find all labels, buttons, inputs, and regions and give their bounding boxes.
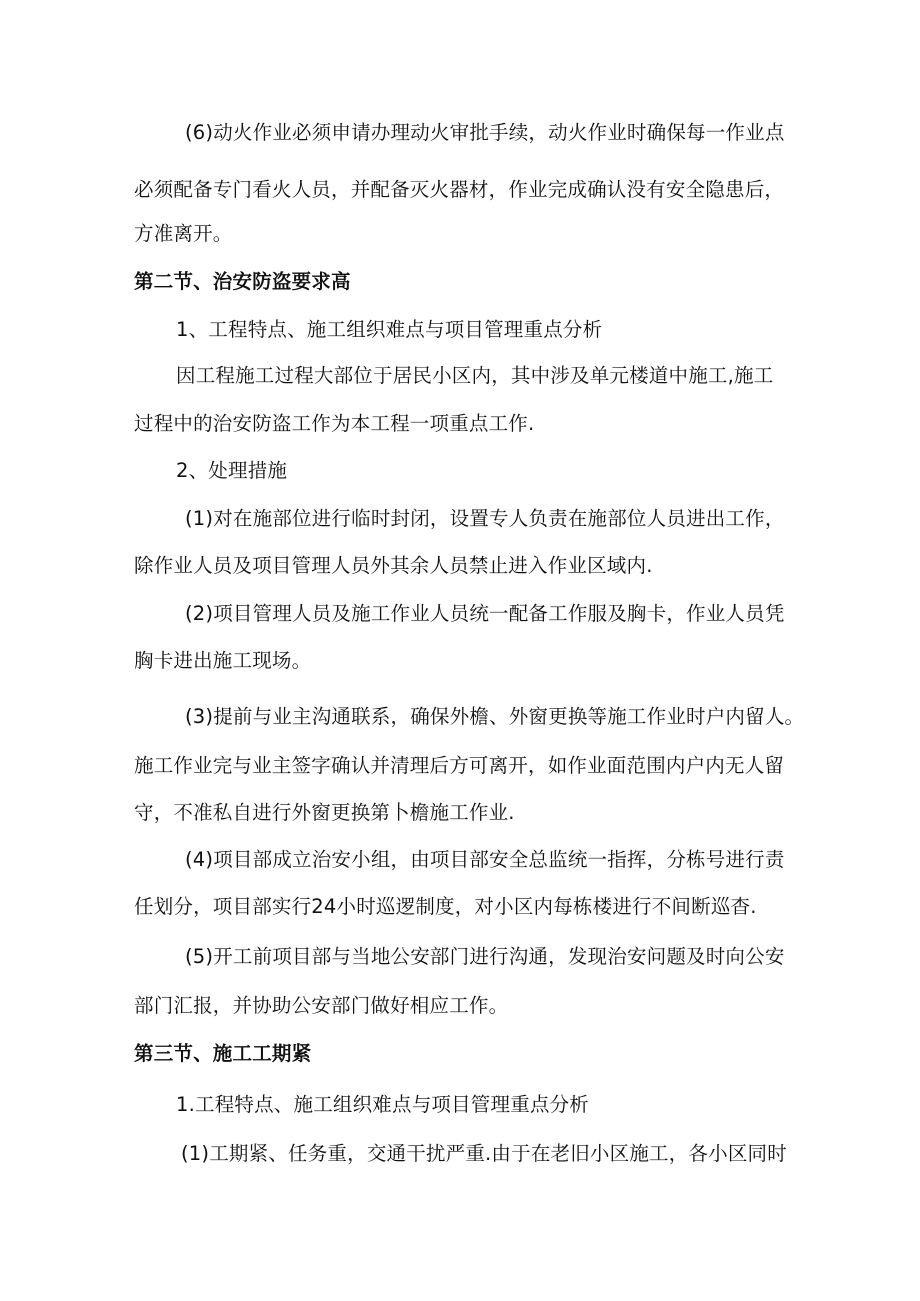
text-line: 过程中的治安防盗工作为本工程一项重点工作. <box>134 412 535 435</box>
section-heading: 第三节、施工工期紧 <box>134 1042 312 1065</box>
text-line: 必须配备专门看火人员，并配备灭火器材，作业完成确认没有安全隐患后， <box>134 178 785 201</box>
text-line: 方准离开。 <box>134 222 233 245</box>
text-line: 守，不准私自进行外窗更换第卜檐施工作业. <box>134 801 515 824</box>
text-line: (4)项目部成立治安小组，由项目部安全总监统一指挥，分栋号进行责 <box>185 848 785 871</box>
text-line: (6)动火作业必须申请办理动火审批手续，动火作业时确保每一作业点 <box>185 121 785 144</box>
text-line: 部门汇报，并协助公安部门做好相应工作。 <box>134 994 509 1017</box>
text-line: (5)开工前项目部与当地公安部门进行沟通，发现治安问题及时向公安 <box>185 945 785 968</box>
text-line: 任划分，项目部实行24小时巡逻制度，对小区内每栋楼进行不间断巡杳. <box>134 895 757 918</box>
text-line: 胸卡进出施工现场。 <box>134 649 312 672</box>
text-line: 1.工程特点、施工组织难点与项目管理重点分析 <box>176 1093 590 1116</box>
text-line: (3)提前与业主沟通联系，确保外檐、外窗更换等施工作业时户内留人。 <box>185 705 805 728</box>
section-heading: 第二节、治安防盗要求高 <box>134 270 351 293</box>
text-line: (1)对在施部位进行临时封闭，设置专人负责在施部位人员进出工作， <box>185 507 785 530</box>
text-line: (1)工期紧、任务重，交通干扰严重.由于在老旧小区施工，各小区同时 <box>181 1142 787 1165</box>
text-line: 因工程施工过程大部位于居民小区内，其中涉及单元楼道中施工,施工 <box>176 364 774 387</box>
text-line: 1、工程特点、施工组织难点与项目管理重点分析 <box>176 318 603 341</box>
text-line: (2)项目管理人员及施工作业人员统一配备工作服及胸卡，作业人员凭 <box>185 602 785 625</box>
text-line: 施工作业完与业主签字确认并清理后方可离开，如作业面范围内户内无人留 <box>134 754 785 777</box>
text-line: 2、处理措施 <box>176 459 288 482</box>
text-line: 除作业人员及项目管理人员外其余人员禁止进入作业区域内. <box>134 554 653 577</box>
